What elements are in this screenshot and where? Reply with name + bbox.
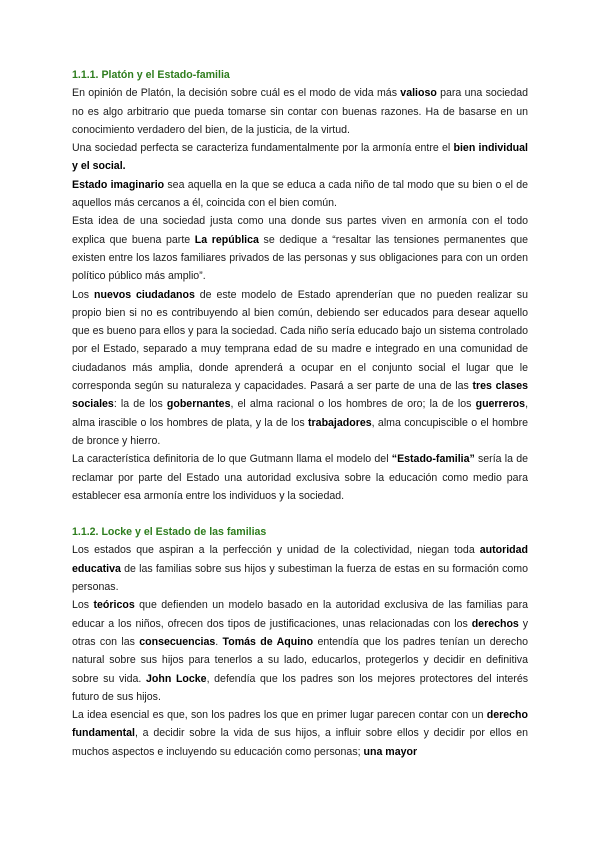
text-run: , el alma racional o los hombres de oro; la de los <box>230 398 476 411</box>
text-run: de este modelo de Estado aprenderían que no pueden realizar su propio bien si no es contribuyendo al bien común, debiendo ser educados para desear aquello que es bueno para ellos y para la sociedad. Cada niño sería educado bajo un sistema controlado por el Estado, separado a muy temprana edad de su madre e integrado en una comunidad de ciudadanos más amplia, donde aprenderá a ocupar en el conjunto social el lugar que le corresponda según su naturaleza y capacidades. Pasará a ser parte de una de las <box>72 288 528 393</box>
text-run: Los <box>72 599 94 612</box>
text-run: . <box>215 635 223 648</box>
paragraph <box>72 212 528 285</box>
text-run: Los <box>72 288 94 301</box>
text-run: La característica definitoria de lo que Gutmann llama el modelo del <box>72 453 392 466</box>
bold-text: teóricos <box>93 599 135 612</box>
bold-text: Estado imaginario <box>72 178 165 191</box>
text-run: que defienden un modelo basado en la autoridad exclusiva de las familias para educar a los niños, ofrecen dos tipos de justificaciones, unas relacionadas con los <box>72 599 528 630</box>
text-run: y otras con las <box>72 617 528 648</box>
text-run: En opinión de Platón, la decisión sobre cuál es el modo de vida más <box>72 87 401 100</box>
bold-text: gobernantes <box>166 398 231 411</box>
text-run: para una sociedad no es algo arbitrario que pueda tomarse sin contar con buenas razones. Ha de basarse en un conocimiento verdadero del bien, de la justicia, de la virtud. <box>72 87 528 136</box>
section-heading-platon: 1.1.1. Platón y el Estado-familia <box>72 69 230 81</box>
paragraph <box>72 541 528 596</box>
bold-text: derecho fundamental <box>72 709 528 740</box>
text-run: se dedique a “resaltar las tensiones permanentes que existen entre los lazos familiares privados de las personas y sus obligaciones para con un orden político público más amplio”. <box>72 233 528 283</box>
bold-text: bien individual y el social. <box>72 142 528 173</box>
bold-text: La república <box>194 233 259 246</box>
paragraph <box>72 596 528 706</box>
paragraph <box>72 84 528 139</box>
text-run: sea aquella en la que se educa a cada niño de tal modo que su bien o el de aquellos más cercanos a él, coincida con el bien común. <box>72 178 528 210</box>
bold-text: una mayor <box>363 745 418 758</box>
bold-text: “Estado-familia” <box>391 453 475 466</box>
text-run: , alma concupiscible o el hombre de bronce y hierro. <box>72 416 528 447</box>
bold-text: tres clases sociales <box>72 380 529 411</box>
text-run: Esta idea de una sociedad justa como una donde sus partes viven en armonía con el todo explica que buena parte <box>72 215 528 246</box>
paragraph <box>72 139 528 176</box>
bold-text: trabajadores <box>308 416 372 429</box>
bold-text: autoridad educativa <box>72 544 528 575</box>
text-run: Los estados que aspiran a la perfección y unidad de la colectividad, niegan toda <box>72 544 480 557</box>
text-run: , defendía que los padres son los mejores protectores del interés futuro de sus hijos. <box>72 672 529 703</box>
paragraph <box>72 176 528 213</box>
text-run: Una sociedad perfecta se caracteriza fundamentalmente por la armonía entre el <box>72 142 454 155</box>
text-run: entendía que los padres tenían un derecho natural sobre sus hijos para tenerlos a su lado, educarlos, protegerlos y decidir en definitiva sobre su vida. <box>72 635 528 685</box>
section-spacer <box>72 505 528 523</box>
paragraph <box>72 450 528 505</box>
bold-text: Tomás de Aquino <box>222 635 314 648</box>
bold-text: John Locke <box>146 672 207 685</box>
paragraph <box>72 286 528 451</box>
text-run: de las familias sobre sus hijos y subestiman la fuerza de estas en su formación como personas. <box>72 562 528 594</box>
bold-text: derechos <box>471 617 519 630</box>
bold-text: guerreros <box>475 398 526 411</box>
text-run: sería la de reclamar por parte del Estado una autoridad exclusiva sobre la educación como medio para establecer esa armonía entre los individuos y la sociedad. <box>72 453 528 502</box>
document-page <box>72 66 528 761</box>
section-heading-locke: 1.1.2. Locke y el Estado de las familias <box>72 526 267 539</box>
bold-text: nuevos ciudadanos <box>94 288 195 301</box>
text-run: , alma irascible o los hombres de plata, y la de los <box>72 398 529 429</box>
bold-text: consecuencias <box>139 635 216 648</box>
bold-text: valioso <box>400 87 437 100</box>
paragraph <box>72 706 528 761</box>
text-run: : la de los <box>113 398 167 411</box>
text-run: La idea esencial es que, son los padres los que en primer lugar parecen contar con un <box>72 709 487 722</box>
text-run: , a decidir sobre la vida de sus hijos, a influir sobre ellos y decidir por ellos en muchos aspectos e incluyendo su educación como personas; <box>72 727 528 758</box>
